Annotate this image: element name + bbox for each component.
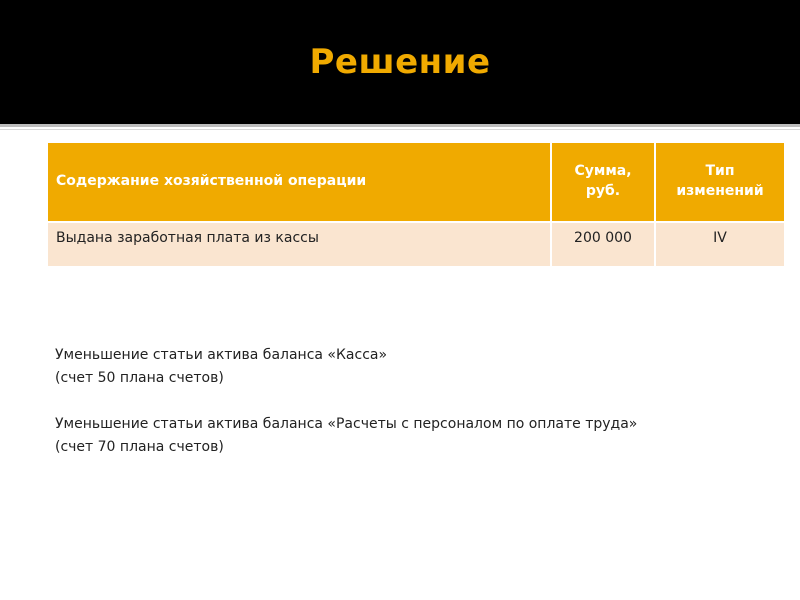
header-sum <box>551 143 655 222</box>
header-type-line2: изменений <box>676 183 764 199</box>
table-row <box>48 222 784 266</box>
note-1-line-1: Уменьшение статьи актива баланса «Касса» <box>55 347 388 363</box>
note-spacer <box>55 390 637 413</box>
header-description: Содержание хозяйственной операции <box>48 143 551 222</box>
table-header-row <box>48 143 784 222</box>
operations-table <box>48 143 784 266</box>
header-type-line1: Тип <box>705 163 735 180</box>
title-bar <box>0 0 800 124</box>
note-2-line-1: Уменьшение статьи актива баланса «Расчеты с персоналом по оплате труда» <box>55 416 638 432</box>
header-type <box>655 143 784 222</box>
cell-sum: 200 000 <box>551 222 655 266</box>
title-divider-thin <box>0 129 800 130</box>
solution-notes <box>55 344 637 459</box>
header-sum-line1: Сумма, <box>574 163 632 180</box>
header-sum-line2: руб. <box>585 183 621 199</box>
cell-description: Выдана заработная плата из кассы <box>48 222 551 266</box>
title-divider <box>0 124 800 127</box>
note-2-line-2: (счет 70 плана счетов) <box>55 439 224 455</box>
cell-type: IV <box>655 222 784 266</box>
page-title: Решение <box>309 42 491 82</box>
note-1-line-2: (счет 50 плана счетов) <box>55 370 224 386</box>
